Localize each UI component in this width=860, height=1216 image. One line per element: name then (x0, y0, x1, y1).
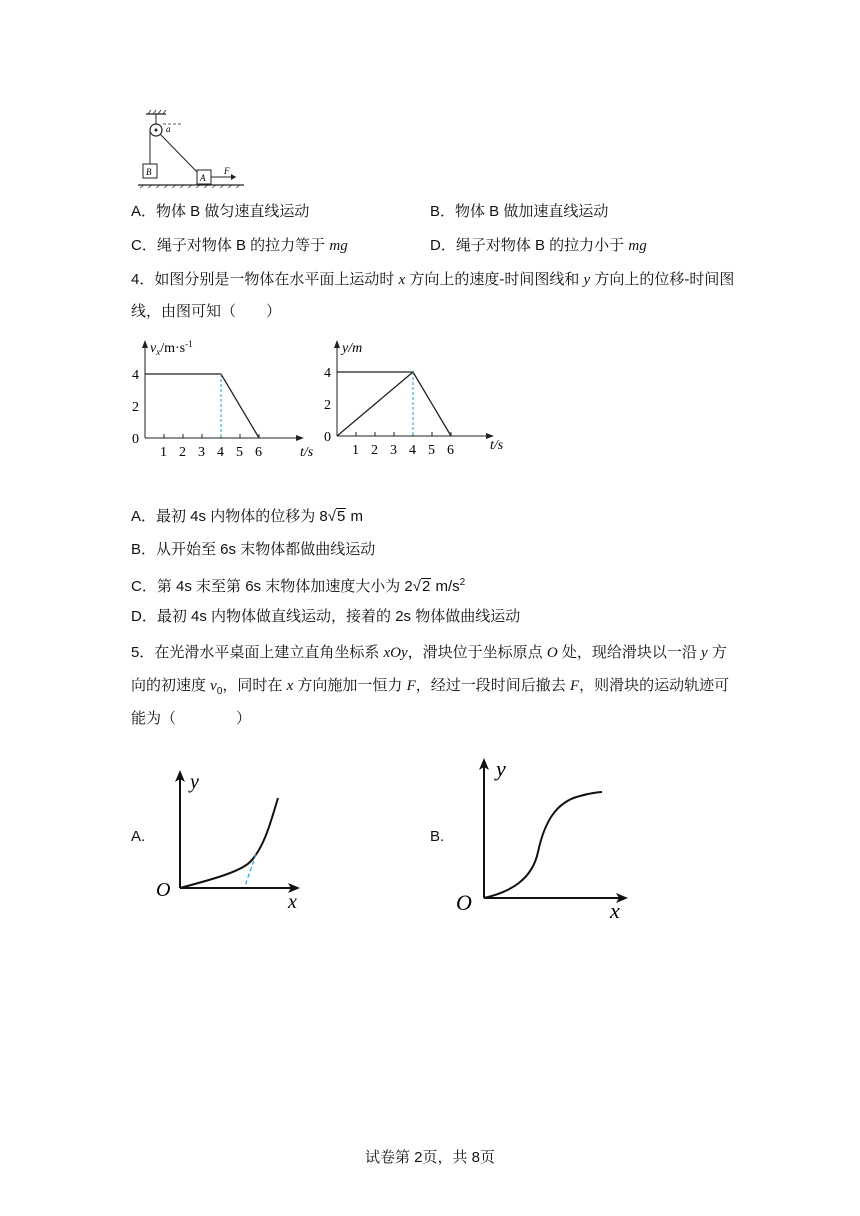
q4-stem-line2: 线，由图可知（ ） (131, 303, 282, 320)
x-axis-label: x (610, 898, 620, 922)
pulley-figure (136, 108, 246, 190)
x-axis-label: t/s (300, 445, 313, 460)
option-text: 物体 B 做匀速直线运动 (156, 203, 310, 220)
radicand: 5 (336, 508, 346, 525)
q3-option-d (430, 236, 647, 256)
option-tag: D． (430, 237, 456, 254)
y-tick-0: 0 (132, 432, 139, 447)
q4-option-b: B．从开始至 6s 末物体都做曲线运动 (131, 541, 376, 558)
option-text: 绳子对物体 B 的拉力小于 (455, 237, 629, 254)
x-tick-5: 5 (236, 445, 243, 460)
x-tick-2: 2 (371, 443, 378, 458)
x-tick-1: 1 (352, 443, 359, 458)
block-a-label: A (200, 173, 206, 183)
radicand: 2 (421, 578, 431, 595)
y-axis-label: $v_x/m\cdot s^{-1}$ (150, 339, 193, 357)
y-tick-0: 0 (324, 430, 331, 445)
y-tick-2: 2 (132, 400, 139, 415)
q5-option-b-tag: B. (430, 828, 445, 845)
velocity-line (145, 374, 259, 438)
y-axis-label: y/m (342, 341, 363, 356)
trajectory-option-a (150, 762, 310, 912)
y-tick-4: 4 (132, 368, 139, 383)
x-tick-4: 4 (409, 443, 416, 458)
origin-label: O (156, 879, 171, 901)
y-tick-4: 4 (324, 366, 331, 381)
force-label: F (224, 166, 230, 176)
y-t-graph (322, 336, 517, 466)
mg-symbol: mg (628, 238, 647, 254)
x-tick-5: 5 (428, 443, 435, 458)
trajectory-curve (484, 792, 602, 898)
q5-stem-line1: 5．在光滑水平桌面上建立直角坐标系 xOy，滑块位于坐标原点 O 处，现给滑块以一沿 y 方 (131, 644, 727, 661)
option-text: 绳子对物体 B 的拉力等于 (156, 237, 330, 254)
block-b-label: B (146, 167, 152, 177)
angle-label: a (166, 124, 171, 134)
y-tick-2: 2 (324, 398, 331, 413)
page-footer: 试卷第 2页，共 8页 (364, 1149, 496, 1166)
x-tick-3: 3 (390, 443, 397, 458)
sqrt-sign: √ (327, 508, 336, 525)
q4-option-d: D．最初 4s 内物体做直线运动，接着的 2s 物体做曲线运动 (131, 608, 521, 625)
q3-option-a (131, 202, 309, 222)
x-axis-label: t/s (490, 438, 504, 453)
q5-stem-line2: 向的初速度 $v_0$，同时在 x 方向施加一恒力 F，经过一段时间后撤去 F，则滑块的运动轨迹可 (131, 677, 730, 697)
q5-stem-line3: 能为（ ） (131, 710, 252, 727)
vx-t-graph (128, 336, 313, 466)
displacement-line (337, 372, 451, 436)
q4-option-c: C．第 4s 末至第 6s 末物体加速度大小为 2√2 $m/s^2$ (131, 577, 466, 595)
option-tag: B． (430, 203, 456, 220)
q4-option-a: A．最初 4s 内物体的位移为 8√5 m (131, 508, 363, 525)
trajectory-curve (180, 798, 278, 888)
x-tick-4: 4 (217, 445, 224, 460)
q4-stem-line1: 4．如图分别是一物体在水平面上运动时 x 方向上的速度-时间图线和 y 方向上的位移-时间图 (131, 271, 735, 288)
option-text: 物体 B 做加速直线运动 (455, 203, 609, 220)
option-tag: C． (131, 237, 157, 254)
q3-option-c (131, 236, 348, 256)
y-axis-label: y (496, 756, 506, 781)
trajectory-option-b (450, 752, 640, 922)
option-tag: A． (131, 203, 157, 220)
mg-symbol: mg (329, 238, 348, 254)
sqrt-sign: √ (412, 578, 421, 595)
x-tick-3: 3 (198, 445, 205, 460)
x-tick-2: 2 (179, 445, 186, 460)
x-tick-6: 6 (255, 445, 262, 460)
x-tick-6: 6 (447, 443, 454, 458)
x-axis-label: x (288, 891, 297, 912)
q3-option-b (430, 202, 608, 222)
x-tick-1: 1 (160, 445, 167, 460)
y-axis-label: y (190, 771, 199, 793)
q5-option-a-tag: A. (131, 828, 146, 845)
origin-label: O (456, 890, 472, 915)
